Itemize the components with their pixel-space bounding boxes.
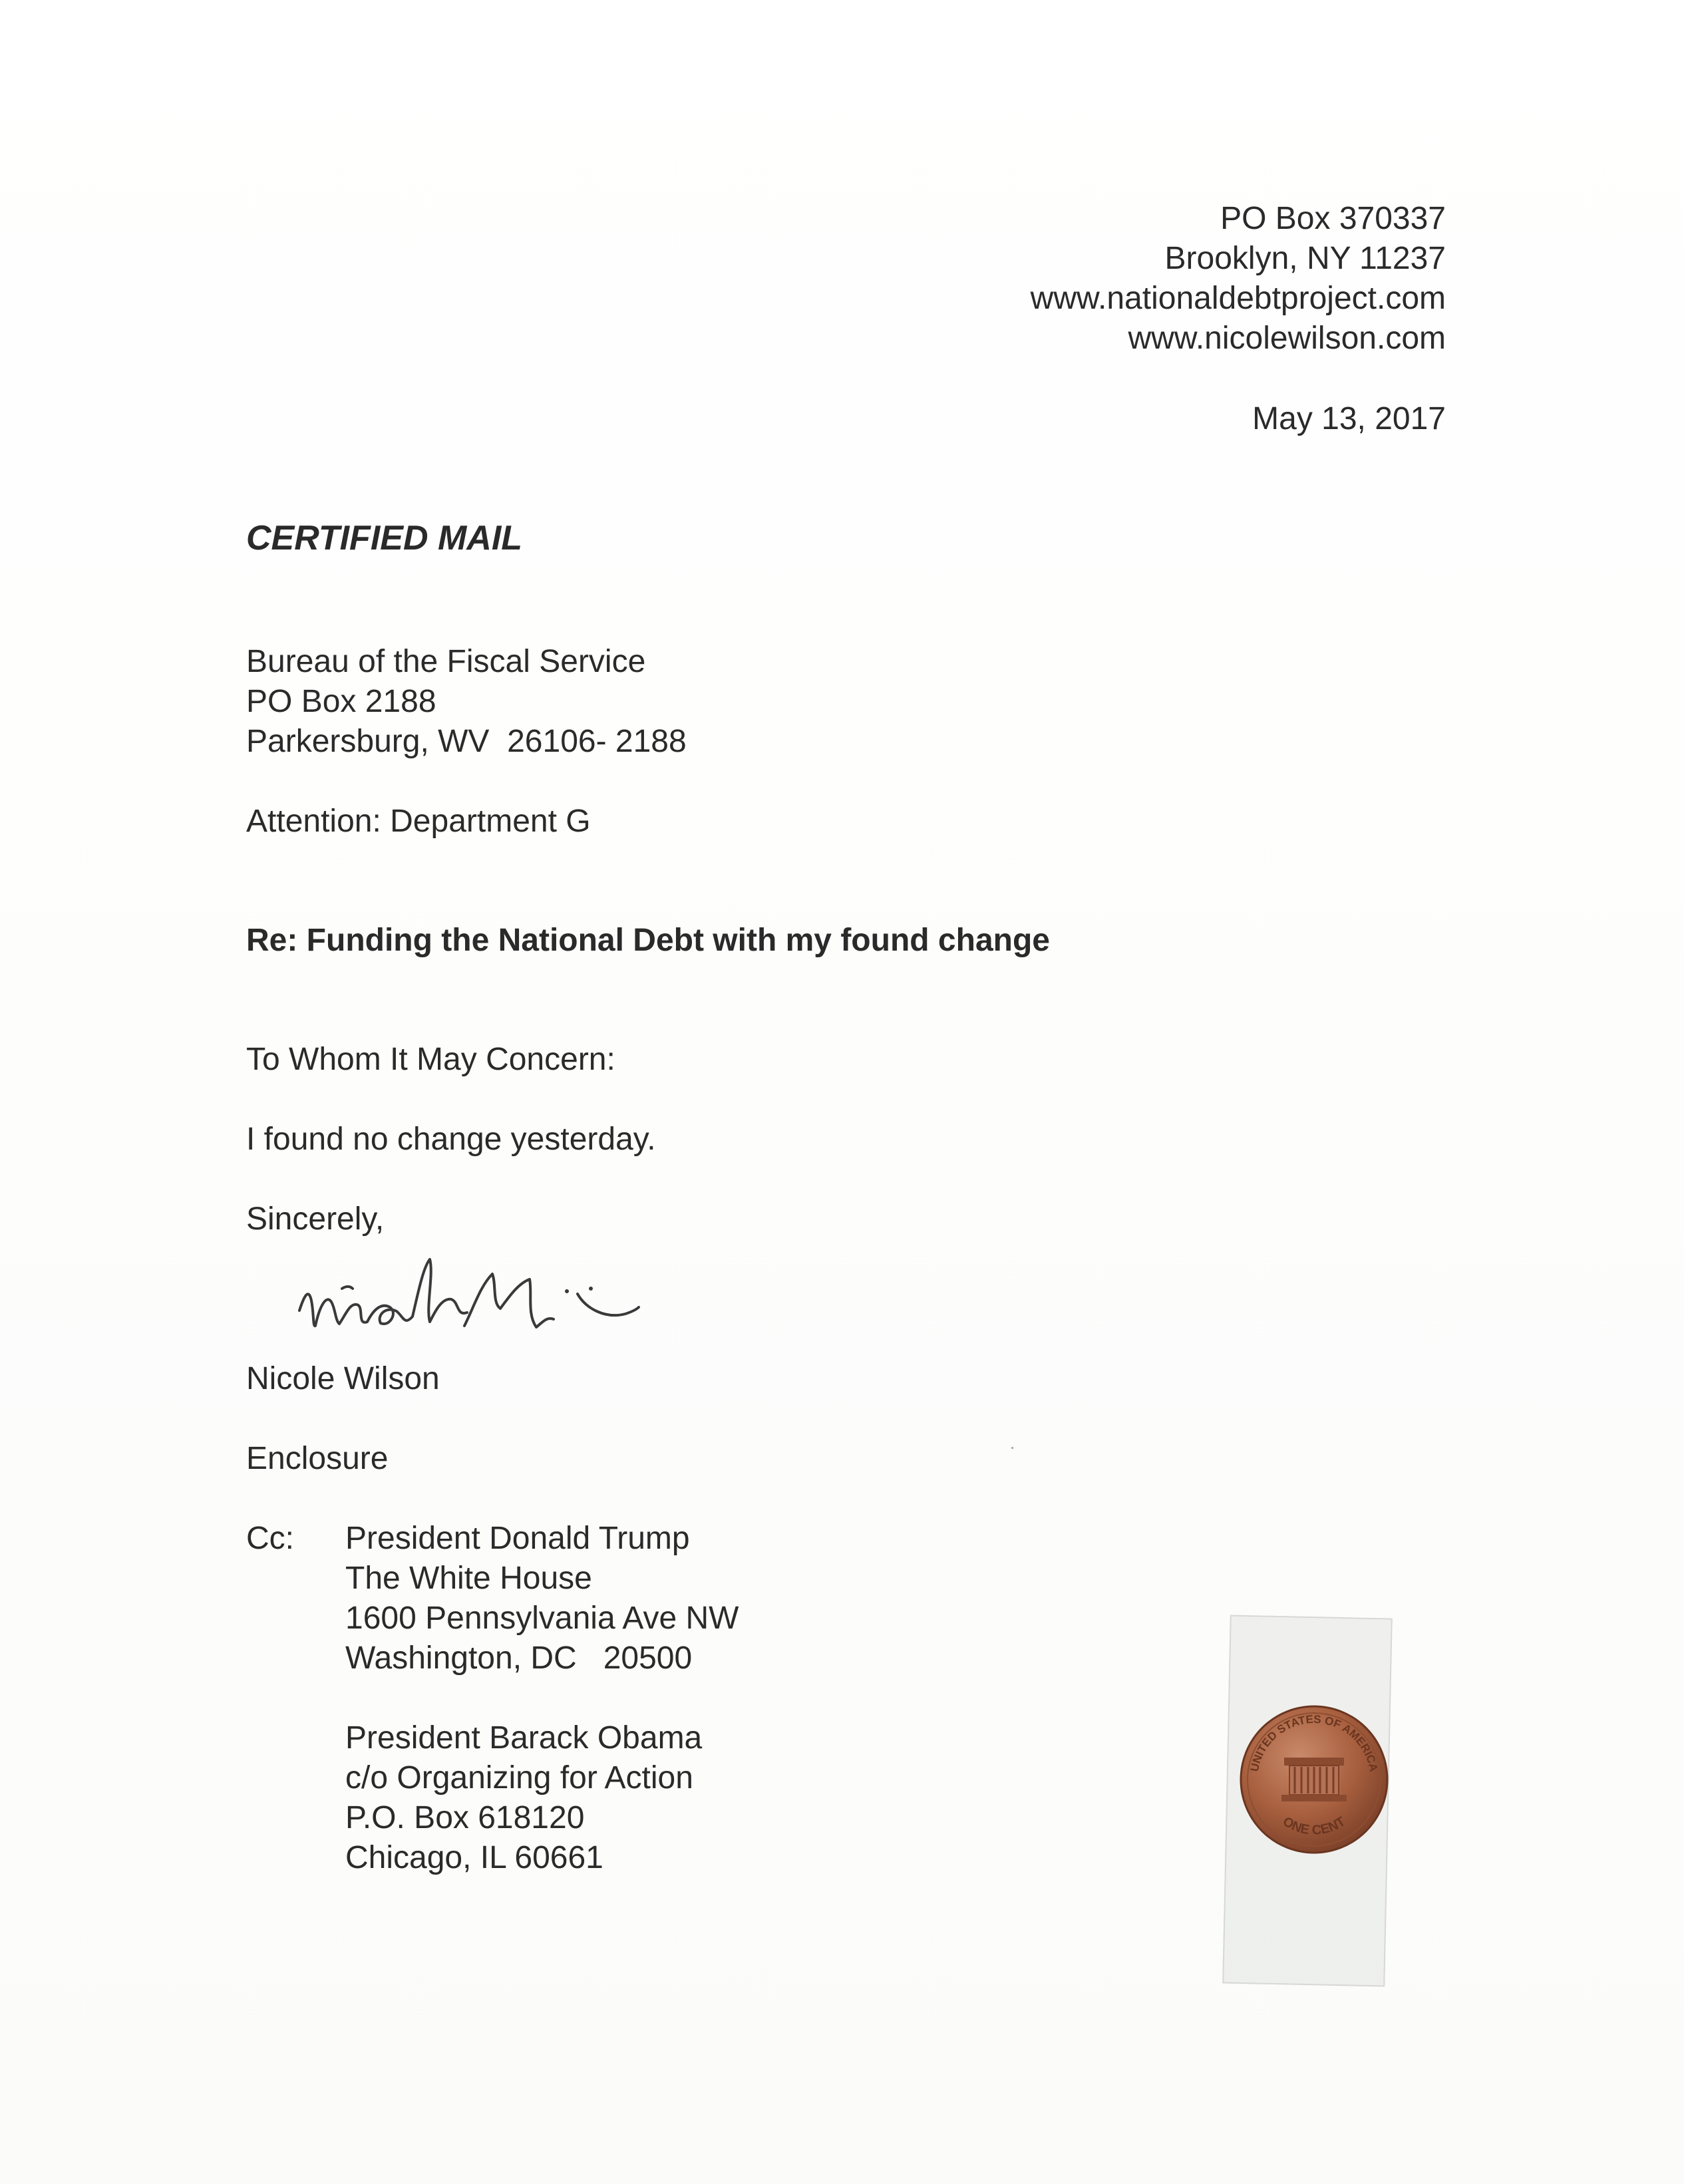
recipient-address <box>246 642 687 762</box>
recipient-address-line: Parkersburg, WV 26106- 2188 <box>246 724 687 759</box>
cc-address-line: 1600 Pennsylvania Ave NW <box>345 1601 739 1636</box>
delivery-method: CERTIFIED MAIL <box>246 519 523 557</box>
recipient-address-line: PO Box 2188 <box>246 684 436 719</box>
signer-name: Nicole Wilson <box>246 1361 440 1396</box>
cc-recipient <box>345 1519 739 1678</box>
cc-address-line: President Donald Trump <box>345 1521 690 1556</box>
cc-address-line: Chicago, IL 60661 <box>345 1840 603 1875</box>
cc-address-line: Washington, DC 20500 <box>345 1640 693 1676</box>
attention-line: Attention: Department G <box>246 804 591 839</box>
salutation: To Whom It May Concern: <box>246 1042 615 1077</box>
cc-recipient <box>345 1718 702 1878</box>
cc-label: Cc: <box>246 1521 294 1556</box>
penny-coin-icon <box>1238 1703 1391 1856</box>
penny-inscription-bottom: ONE CENT <box>1279 1814 1349 1838</box>
handwritten-signature <box>293 1247 672 1347</box>
cc-address-line: P.O. Box 618120 <box>345 1800 585 1835</box>
penny-inscription-top: UNITED STATES OF AMERICA <box>1248 1712 1381 1773</box>
closing: Sincerely, <box>246 1201 385 1237</box>
recipient-address-line: Bureau of the Fiscal Service <box>246 644 646 679</box>
sender-address-line: www.nicolewilson.com <box>1128 321 1446 356</box>
subject-line: Re: Funding the National Debt with my found change <box>246 923 1050 958</box>
letter-date: May 13, 2017 <box>1252 401 1446 436</box>
sender-address-line: www.nationaldebtproject.com <box>1030 281 1446 316</box>
cc-address-line: The White House <box>345 1561 592 1596</box>
cc-address-line: President Barack Obama <box>345 1720 703 1756</box>
enclosure-notation: Enclosure <box>246 1441 389 1476</box>
sender-address <box>1031 199 1446 359</box>
sender-address-line: Brooklyn, NY 11237 <box>1164 241 1446 276</box>
paper-speck <box>1011 1447 1013 1449</box>
sender-address-line: PO Box 370337 <box>1220 201 1446 236</box>
cc-address-line: c/o Organizing for Action <box>345 1760 693 1795</box>
letter-body: I found no change yesterday. <box>246 1122 656 1157</box>
